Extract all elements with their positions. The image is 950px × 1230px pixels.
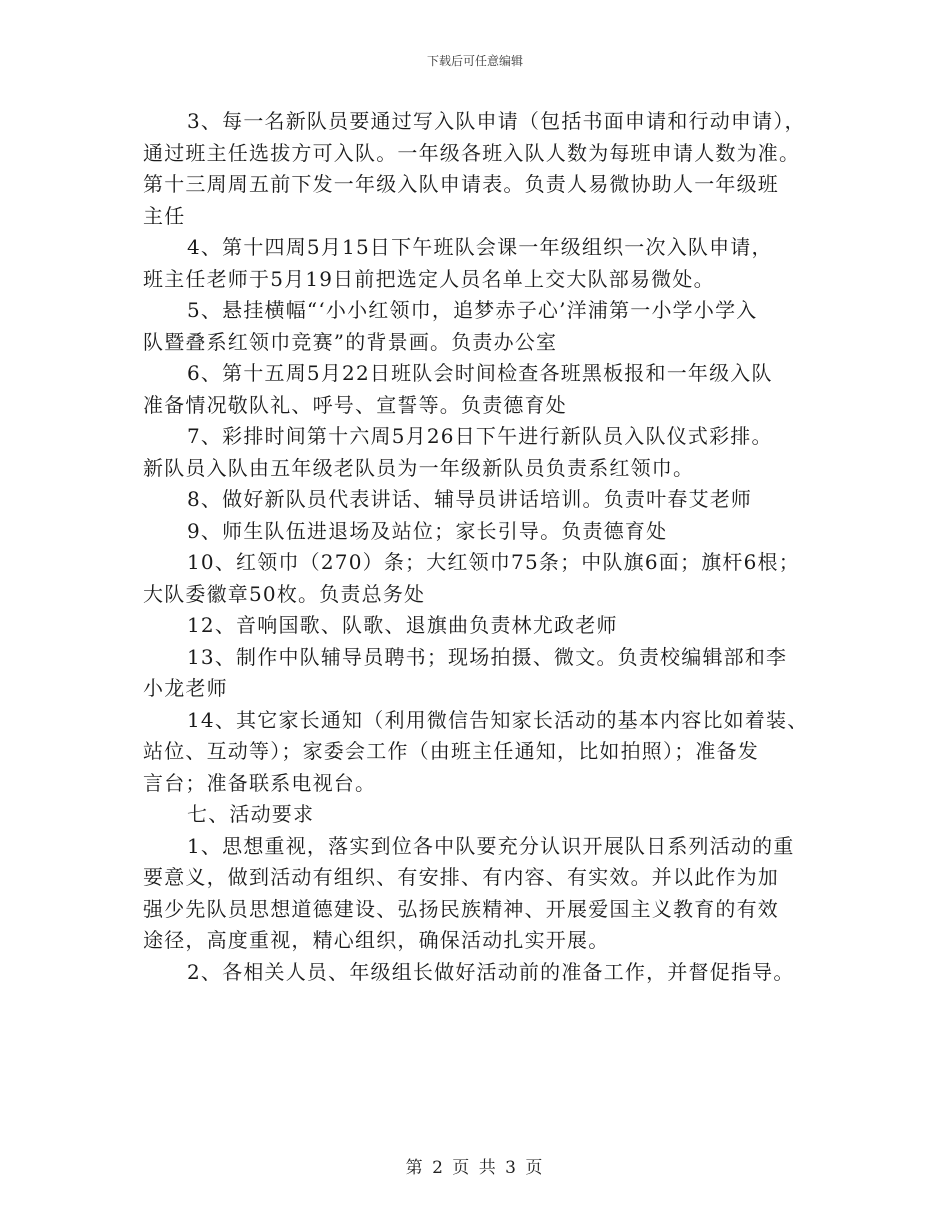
paragraph-item-6 [143, 358, 813, 421]
paragraph-item-10 [143, 547, 813, 610]
text-line: 途径，高度重视，精心组织，确保活动扎实开展。 [143, 928, 610, 952]
text-line: 主任 [143, 203, 186, 228]
text-line: 1、思想重视，落实到位各中队要充分认识开展队日系列活动的重 [187, 833, 795, 858]
text-line: 第十三周周五前下发一年级入队申请表。负责人易微协助人一年级班 [143, 172, 779, 196]
paragraph-item-5 [143, 295, 813, 358]
paragraph-item-8 [143, 484, 813, 516]
text-line: 七、活动要求 [187, 802, 315, 826]
text-line: 队暨叠系红领巾竞赛”的背景画。负责办公室 [143, 329, 558, 354]
text-line: 2、各相关人员、年级组长做好活动前的准备工作，并督促指导。 [187, 959, 795, 984]
paragraph-item-3 [143, 106, 813, 232]
paragraph-item-4 [143, 232, 813, 295]
text-line: 班主任老师于5月19日前把选定人员名单上交大队部易微处。 [143, 266, 715, 291]
text-line: 要意义，做到活动有组织、有安排、有内容、有实效。并以此作为加 [143, 865, 779, 889]
text-line: 8、做好新队员代表讲话、辅导员讲话培训。负责叶春艾老师 [187, 487, 753, 511]
text-line: 6、第十五周5月22日班队会时间检查各班黑板报和一年级入队 [187, 361, 773, 385]
text-line: 站位、互动等）；家委会工作（由班主任通知，比如拍照）；准备发 [143, 739, 759, 763]
paragraph-item-7 [143, 421, 813, 484]
text-line: 9、师生队伍进退场及站位；家长引导。负责德育处 [187, 518, 668, 543]
paragraph-item-12 [143, 610, 813, 642]
text-line: 10、红领巾（270）条；大红领巾75条；中队旗6面；旗杆6根； [187, 550, 800, 574]
text-line: 大队委徽章50枚。负责总务处 [143, 581, 426, 606]
requirement-item-1 [143, 831, 813, 957]
page-number: 第 2 页 共 3 页 [405, 1158, 545, 1178]
text-line: 7、彩排时间第十六周5月26日下午进行新队员入队仪式彩排。 [187, 424, 773, 448]
text-line: 小龙老师 [143, 676, 228, 700]
section-heading [143, 799, 813, 831]
text-line: 新队员入队由五年级老队员为一年级新队员负责系红领巾。 [143, 455, 695, 480]
requirement-item-2 [143, 957, 813, 989]
text-line: 13、制作中队辅导员聘书；现场拍摄、微文。负责校编辑部和李 [187, 644, 788, 669]
text-line: 3、每一名新队员要通过写入队申请（包括书面申请和行动申请）， [187, 109, 806, 133]
text-line: 言台；准备联系电视台。 [143, 770, 377, 795]
text-line: 准备情况敬队礼、呼号、宣誓等。负责德育处 [143, 392, 567, 417]
text-line: 强少先队员思想道德建设、弘扬民族精神、开展爱国主义教育的有效 [143, 896, 779, 921]
paragraph-item-14 [143, 705, 813, 800]
document-body [143, 106, 813, 988]
text-line: 5、悬挂横幅“‘小小红领巾，追梦赤子心’洋浦第一小学小学入 [187, 298, 758, 322]
page-header: 下载后可任意编辑 [426, 54, 523, 68]
paragraph-item-9 [143, 516, 813, 548]
text-line: 4、第十四周5月15日下午班队会课一年级组织一次入队申请， [187, 235, 773, 259]
paragraph-item-13 [143, 642, 813, 705]
text-line: 14、其它家长通知（利用微信告知家长活动的基本内容比如着装、 [187, 707, 809, 732]
text-line: 通过班主任选拔方可入队。一年级各班入队人数为每班申请人数为准。 [143, 140, 801, 165]
text-line: 12、音响国歌、队歌、退旗曲负责林尤政老师 [187, 613, 618, 637]
